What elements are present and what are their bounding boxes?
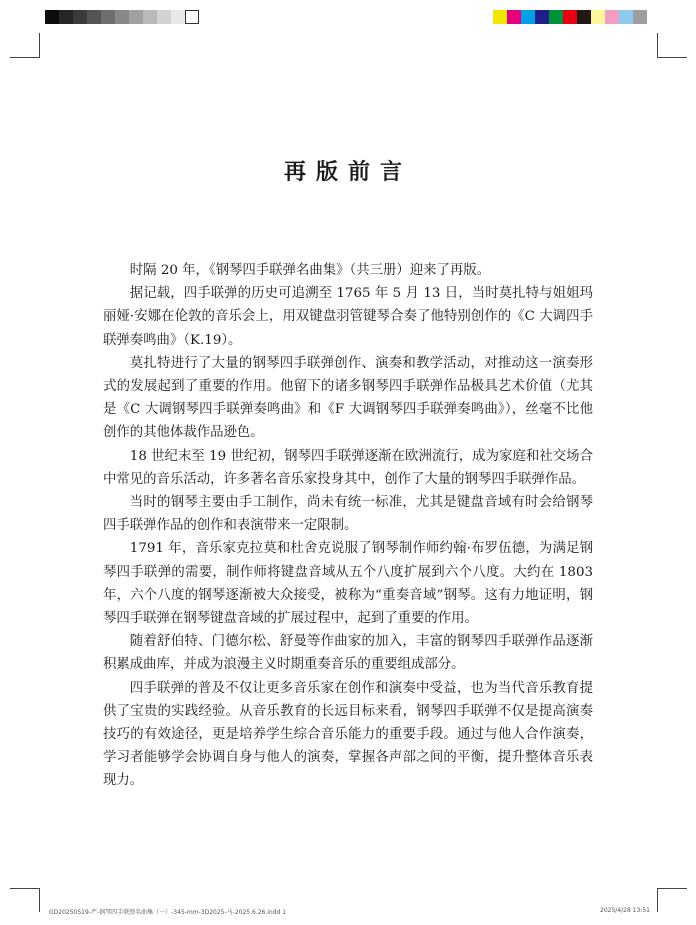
calibration-swatch [591,10,605,24]
grayscale-calibration-bar [45,10,199,24]
paragraph: 随着舒伯特、门德尔松、舒曼等作曲家的加入，丰富的钢琴四手联弹作品逐渐积累成曲库，并成为浪漫主义时期重奏音乐的重要组成部分。 [103,634,593,673]
paragraph: 四手联弹的普及不仅让更多音乐家在创作和演奏中受益，也为当代音乐教育提供了宝贵的实践经验。从音乐教育的长远目标来看，钢琴四手联弹不仅是提高演奏技巧的有效途径，更是培养学生综合音乐能力的重要手段。通过与他人合作演奏，学习者能够学会协调自身与他人的演奏，掌握各声部之间的平衡，提升整体音乐表现力。 [103,680,593,789]
calibration-swatch [157,10,171,24]
crop-mark-bottom-left-v [39,888,40,912]
calibration-swatch [101,10,115,24]
print-slug-left: GD20250519-严-钢琴四手联弹名曲集（一）-345-mm-3D2025-马-2025.6.26.indd 1 [49,909,287,916]
paragraph: 莫扎特进行了大量的钢琴四手联弹创作、演奏和教学活动，对推动这一演奏形式的发展起到了重要的作用。他留下的诸多钢琴四手联弹作品极具艺术价值（尤其是《C 大调钢琴四手联弹奏鸣曲》和《F 大调钢琴四手联弹奏鸣曲》），丝毫不比他创作的其他体裁作品逊色。 [103,355,593,441]
calibration-swatch [521,10,535,24]
calibration-swatch [143,10,157,24]
crop-mark-bottom-left-h [10,888,40,889]
calibration-swatch [115,10,129,24]
calibration-swatch [619,10,633,24]
calibration-swatch [59,10,73,24]
calibration-swatch [73,10,87,24]
crop-mark-top-left-h [10,57,40,58]
calibration-swatch [171,10,185,24]
page-title: 再版前言 [283,160,412,185]
calibration-swatch [87,10,101,24]
color-calibration-bar [493,10,647,24]
crop-mark-bottom-right-h [657,888,687,889]
crop-mark-top-left-v [39,33,40,57]
preface-body [103,259,593,793]
calibration-swatch [605,10,619,24]
crop-mark-top-right-h [657,57,687,58]
paragraph: 18 世纪末至 19 世纪初，钢琴四手联弹逐渐在欧洲流行，成为家庭和社交场合中常见的音乐活动，许多著名音乐家投身其中，创作了大量的钢琴四手联弹作品。 [103,448,593,487]
paragraph: 1791 年，音乐家克拉莫和杜舍克说服了钢琴制作师约翰·布罗伍德，为满足钢琴四手联弹的需要，制作师将键盘音域从五个八度扩展到六个八度。大约在 1803 年，六个八度的钢琴逐渐被大众接受，被称为“重奏音域”钢琴。这有力地证明，钢琴四手联弹在钢琴键盘音域的扩展过程中，起到了重要的作用。 [103,541,593,627]
calibration-swatch [563,10,577,24]
calibration-swatch [633,10,647,24]
calibration-swatch [185,10,199,24]
crop-mark-bottom-right-v [657,888,658,912]
calibration-swatch [507,10,521,24]
print-slug-right: 2025/4/28 13:51 [600,907,650,914]
calibration-swatch [535,10,549,24]
calibration-swatch [493,10,507,24]
calibration-swatch [45,10,59,24]
calibration-swatch [129,10,143,24]
paragraph: 据记载，四手联弹的历史可追溯至 1765 年 5 月 13 日，当时莫扎特与姐姐玛丽娅·安娜在伦敦的音乐会上，用双键盘羽管键琴合奏了他特别创作的《C 大调四手联弹奏鸣曲》（K.19）。 [103,286,593,348]
paragraph: 当时的钢琴主要由手工制作，尚未有统一标准，尤其是键盘音域有时会给钢琴四手联弹作品的创作和表演带来一定限制。 [103,495,593,534]
calibration-swatch [577,10,591,24]
calibration-swatch [549,10,563,24]
crop-mark-top-right-v [657,33,658,57]
paragraph: 时隔 20 年，《钢琴四手联弹名曲集》（共三册）迎来了再版。 [129,263,491,278]
